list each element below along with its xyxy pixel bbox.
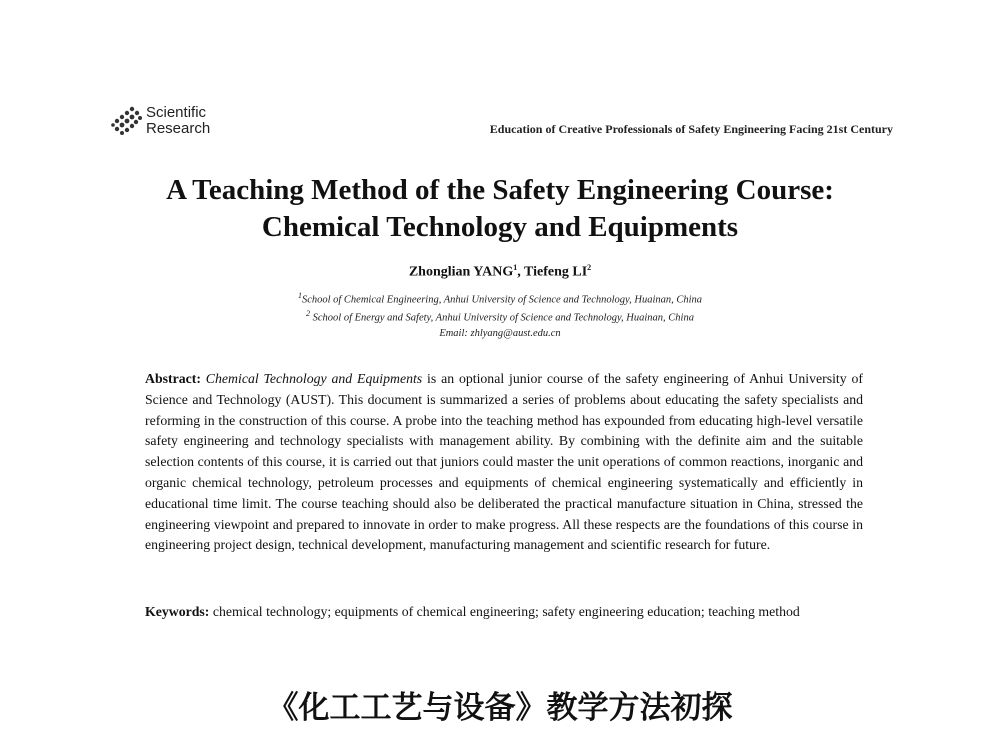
affiliation-2-mark: 2 xyxy=(306,309,310,318)
paper-title xyxy=(0,172,1000,246)
affiliation-1-mark: 1 xyxy=(297,291,302,300)
author-1-affiliation-mark: 1 xyxy=(513,263,518,272)
publisher-logo xyxy=(110,104,210,138)
affiliation-2-text: School of Energy and Safety, Anhui University of Science and Technology, Huainan, China xyxy=(312,312,694,324)
authors xyxy=(0,263,1000,281)
author-1: Zhonglian YANG xyxy=(408,264,514,280)
author-2-affiliation-mark: 2 xyxy=(587,263,592,272)
logo-line-1: Scientific xyxy=(146,104,207,121)
affiliation-2 xyxy=(0,309,1000,324)
abstract-text: is an optional junior course of the safety engineering of Anhui University of Science and Technology (AUST). This document is summarized a series of problems about educating the safety specialists and reforming in the construction of this course. A probe into the teaching method has expounded from educating high-level versatile safety engineering and technology specialists with management ability. By combining with the definite aim and the suitable selection contents of this course, it is carried out that juniors could master the unit operations of common reactions, inorganic and organic chemical technology, petroleum processes and equipments of chemical engineering systematically and efficiently in educational time limit. The course teaching should also be deliberated the practical manufacture situation in China, stressed the engineering viewpoint and prepared to innovate in order to make progress. All these respects are the foundations of this course in engineering project design, technical development, manufacturing management and scientific research for future. xyxy=(145,371,864,553)
keywords xyxy=(145,602,863,623)
affiliation-1 xyxy=(0,291,1000,306)
logo-line-2: Research xyxy=(146,120,211,137)
keywords-label: Keywords: xyxy=(145,604,210,619)
author-2: Tiefeng LI xyxy=(524,264,588,280)
chinese-title: 《化工工艺与设备》教学方法初探 xyxy=(267,690,733,726)
abstract-label: Abstract: xyxy=(145,371,201,386)
author-email: Email: zhlyang@aust.edu.cn xyxy=(439,328,561,339)
keywords-text: chemical technology; equipments of chemical engineering; safety engineering education; teaching method xyxy=(209,604,800,619)
logo-text xyxy=(146,105,210,137)
abstract-course-name: Chemical Technology and Equipments xyxy=(205,371,423,386)
affiliation-1-text: School of Chemical Engineering, Anhui University of Science and Technology, Huainan, China xyxy=(301,294,703,306)
abstract xyxy=(145,369,863,556)
title-line-2: Chemical Technology and Equipments xyxy=(261,211,739,243)
journal-title: Education of Creative Professionals of Safety Engineering Facing 21st Century xyxy=(489,122,893,136)
title-line-1: A Teaching Method of the Safety Engineering Course: xyxy=(166,174,834,206)
author-separator: , xyxy=(517,264,524,280)
scientific-research-logo-icon xyxy=(110,104,144,138)
